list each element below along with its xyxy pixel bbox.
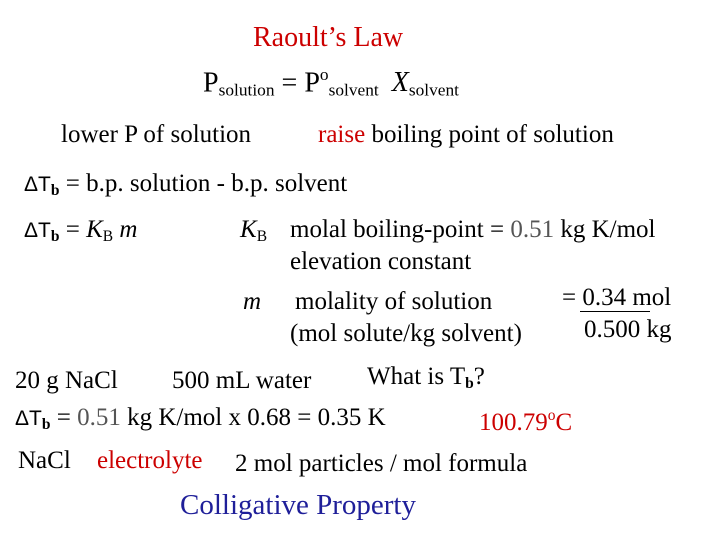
calc-kb-unit: kg K/mol	[120, 404, 223, 431]
bp-solvent-text: b.p. solvent	[231, 170, 348, 197]
colligative-property-heading: Colligative Property	[180, 489, 416, 521]
kb-def-symbol: K	[240, 216, 257, 243]
molality-eq: =	[562, 284, 583, 311]
raise-rest: boiling point of solution	[365, 121, 614, 148]
molality-fraction-denominator: 0.500 kg	[584, 316, 672, 343]
electrolyte-word: electrolyte	[97, 447, 203, 474]
answer-degree: o	[547, 407, 556, 424]
formula-x-sub: solvent	[408, 80, 460, 100]
lower-pressure-text: lower P of solution	[61, 121, 252, 148]
kb-sub: B	[102, 227, 114, 245]
calculation-line	[15, 405, 386, 432]
example-water: 500 mL water	[172, 367, 312, 394]
formula-p-sub: solution	[218, 80, 275, 100]
delta-tb-eq-2: =	[59, 216, 87, 243]
raise-word: raise	[318, 121, 366, 148]
formula-equals: =	[281, 67, 298, 99]
kb-symbol: K	[86, 216, 103, 243]
electrolyte-nacl: NaCl	[18, 447, 71, 474]
molality-num: 0.34 mol	[582, 284, 672, 311]
calc-delta-symbol: ΔT	[15, 407, 42, 430]
calc-delta-sub: b	[41, 415, 51, 433]
particles-text: 2 mol particles / mol formula	[235, 450, 528, 477]
slide-title: Raoult’s Law	[253, 22, 404, 53]
answer-unit: C	[555, 409, 573, 437]
molality-fraction-numerator	[562, 285, 671, 310]
delta-tb-sub: b	[50, 181, 60, 199]
kb-value: 0.51	[510, 216, 555, 243]
kb-label: molal boiling-point =	[290, 216, 511, 243]
boiling-point-answer	[479, 408, 572, 435]
delta-tb-symbol-2: ΔT	[24, 219, 51, 242]
calc-times: x 0.68	[222, 404, 291, 431]
calc-kb-value: 0.51	[77, 404, 121, 431]
bp-solution-text: b.p. solution	[86, 170, 211, 197]
molality-units-paren: (mol solute/kg solvent)	[290, 320, 522, 347]
formula-p2-sub: solvent	[328, 80, 379, 100]
kb-def-sub: B	[256, 227, 268, 245]
calc-eq: =	[50, 404, 78, 431]
formula-p2: P	[304, 67, 320, 99]
molality-label: molality of solution	[295, 288, 493, 315]
delta-tb-sub-2: b	[50, 227, 60, 245]
example-nacl: 20 g NaCl	[15, 367, 118, 394]
kb-unit: kg K/mol	[554, 216, 656, 243]
raoult-formula	[203, 66, 459, 99]
delta-tb-symbol: ΔT	[24, 173, 51, 196]
m-symbol: m	[113, 216, 138, 243]
minus-sign: -	[210, 170, 232, 197]
kb-definition-line2: elevation constant	[290, 248, 472, 275]
calc-result: = 0.35 K	[291, 404, 386, 431]
m-def-symbol: m	[243, 288, 262, 315]
formula-p: P	[203, 67, 219, 99]
raise-boiling-text	[318, 122, 614, 147]
answer-value: 100.79	[479, 409, 548, 437]
question-sub: b	[465, 374, 474, 392]
question-end: ?	[473, 363, 485, 390]
delta-tb-kb-m	[24, 217, 137, 244]
kb-definition-text	[290, 217, 656, 242]
delta-tb-eq: =	[59, 170, 87, 197]
example-question	[367, 364, 485, 391]
formula-x: X	[391, 67, 409, 99]
fraction-bar	[580, 311, 650, 312]
kb-definition-term	[240, 217, 267, 244]
formula-p2-sup: o	[319, 65, 329, 84]
question-text: What is T	[367, 363, 466, 390]
delta-tb-definition	[24, 171, 347, 198]
